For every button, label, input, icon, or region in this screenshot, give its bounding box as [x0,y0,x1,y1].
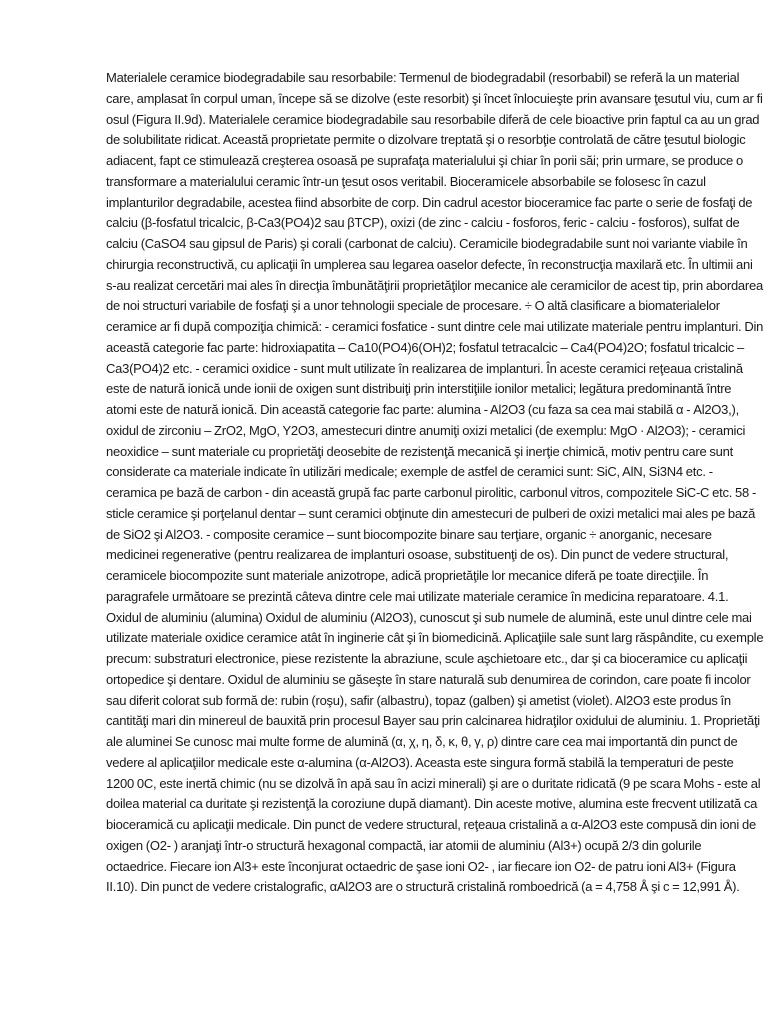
document-page [106,68,764,898]
body-paragraph: Materialele ceramice biodegradabile sau resorbabile: Termenul de biodegradabil (resorbabil) se referă la un material care, amplasat în corpul uman, începe să se dizolve (este resorbit) şi încet înlocuieşte prin avansare ţesutul viu, cum ar fi osul (Figura II.9d). Materialele ceramice biodegradabile sau resorbabile diferă de cele bioactive prin faptul ca au un grad de solubilitate ridicat. Această proprietate permite o dizolvare treptată şi o resorbţie controlată de către ţesutul biologic adiacent, fapt ce stimulează creşterea osoasă pe suprafaţa materialului şi chiar în porii săi; prin urmare, se produce o transformare a materialului ceramic într-un ţesut osos veritabil. Bioceramicele absorbabile se folosesc în cazul implanturilor degradabile, acestea fiind absorbite de corp. Din cadrul acestor bioceramice fac parte o serie de fosfaţi de calciu (β-fosfatul tricalcic, β-Ca3(PO4)2 sau βTCP), oxizi (de zinc - calciu - fosforos, feric - calciu - fosforos), sulfat de calciu (CaSO4 sau gipsul de Paris) şi corali (carbonat de calciu). Ceramicile biodegradabile sunt noi variante viabile în chirurgia reconstructivă, cu aplicaţii în umplerea sau legarea oaselor defecte, în reconstrucţia maxilară etc. În ultimii ani s-au realizat cercetări mai ales în direcţia îmbunătăţirii proprietăţilor mecanice ale ceramicilor de acest tip, prin abordarea de noi structuri variabile de fosfaţi şi a unor tehnologii speciale de procesare. ÷ O altă clasificare a biomaterialelor ceramice ar fi după compoziţia chimică: - ceramici fosfatice - sunt dintre cele mai utilizate materiale pentru implanturi. Din această categorie fac parte: hidroxiapatita – Ca10(PO4)6(OH)2; fosfatul tetracalcic – Ca4(PO4)2O; fosfatul tricalcic – Ca3(PO4)2 etc. - ceramici oxidice - sunt mult utilizate în realizarea de implanturi. În aceste ceramici reţeaua cristalină este de natură ionică unde ionii de oxigen sunt distribuiţi prin interstiţiile ionilor metalici; legătura predominantă între atomi este de natură ionică. Din această categorie fac parte: alumina - Al2O3 (cu faza sa cea mai stabilă α - Al2O3,), oxidul de zirconiu – ZrO2, MgO, Y2O3, amestecuri dintre anumiţi oxizi metalici (de exemplu: MgO · Al2O3); - ceramici neoxidice – sunt materiale cu proprietăţi deosebite de rezistenţă mecanică şi inerţie chimică, motiv pentru care sunt considerate ca materiale indicate în utilizări medicale; exemple de astfel de ceramici sunt: SiC, AlN, Si3N4 etc. - ceramica pe bază de carbon - din această grupă fac parte carbonul pirolitic, carbonul vitros, compozitele SiC-C etc. 58 - sticle ceramice şi porţelanul dentar – sunt ceramici obţinute din amestecuri de pulberi de oxizi metalici mai ales pe bază de SiO2 şi Al2O3. - composite ceramice – sunt biocompozite binare sau terţiare, organic ÷ anorganic, necesare medicinei regenerative (pentru realizarea de implanturi osoase, substituenţi de os). Din punct de vedere structural, ceramicele biocompozite sunt materiale anizotrope, adică proprietăţile lor mecanice diferă pe toate direcţiile. În paragrafele următoare se prezintă câteva dintre cele mai utilizate materiale ceramice în medicina reparatoare. 4.1. Oxidul de aluminiu (alumina) Oxidul de aluminiu (Al2O3), cunoscut şi sub numele de alumină, este unul dintre cele mai utilizate materiale oxidice ceramice atât în inginerie cât şi în biomedicină. Aplicaţiile sale sunt larg răspândite, cu exemple precum: substraturi electronice, piese rezistente la abraziune, scule aşchietoare etc., dar şi ca bioceramice cu aplicaţii ortopedice şi dentare. Oxidul de aluminiu se găseşte în stare naturală sub denumirea de corindon, care poate fi incolor sau diferit colorat sub formă de: rubin (roşu), safir (albastru), topaz (galben) şi ametist (violet). Al2O3 este produs în cantităţi mari din minereul de bauxită prin procesul Bayer sau prin calcinarea hidraţilor oxidului de aluminiu. 1. Proprietăţi ale aluminei Se cunosc mai multe forme de alumină (α, χ, η, δ, κ, θ, γ, ρ) dintre care cea mai importantă din punct de vedere al aplicaţiilor medicale este α-alumina (α-Al2O3). Aceasta este singura formă stabilă la temperaturi de peste 1200 0C, este inertă chimic (nu se dizolvă în apă sau în acizi minerali) şi are o duritate ridicată (9 pe scara Mohs - este al doilea material ca duritate şi rezistenţă la coroziune după diamant). Din aceste motive, alumina este frecvent utilizată ca bioceramică cu aplicaţii medicale. Din punct de vedere structural, reţeaua cristalină a α-Al2O3 este compusă din ioni de oxigen (O2- ) aranjaţi într-o structură hexagonal compactă, iar atomii de aluminiu (Al3+) ocupă 2/3 din golurile octaedrice. Fiecare ion Al3+ este înconjurat octaedric de şase ioni O2- , iar fiecare ion O2- de patru ioni Al3+ (Figura II.10). Din punct de vedere cristalografic, αAl2O3 are o structură cristalină romboedrică (a = 4,758 Å şi c = 12,991 Å). [106,70,764,895]
